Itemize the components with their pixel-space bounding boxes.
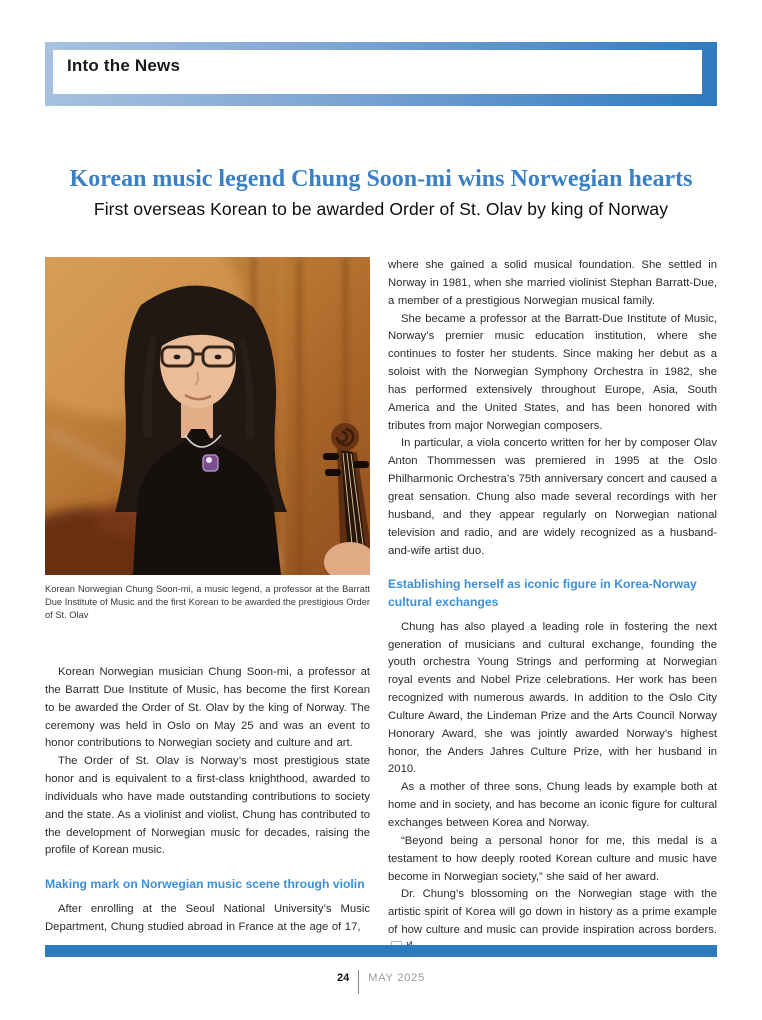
section-title: Into the News [67, 56, 181, 75]
paragraph: In particular, a viola concerto written for her by composer Olav Anton Thommessen was premiered in 1995 at the Oslo Philharmonic Orchestra’s 75th anniversary concert and caused a great sensation. Chung also made several recordings with her husband, and they appear regularly on Norwegian national television and radio, and are widely recognized as a husband-and-wife artist duo. [388, 437, 717, 557]
page-number: 24 [337, 972, 350, 984]
paragraph-text: Dr. Chung’s blossoming on the Norwegian stage with the artistic spirit of Korea will go down in history as a prime example of how culture and music can provide inspiration across borders. [388, 888, 717, 937]
section-banner-inner [53, 50, 702, 94]
paragraph: Chung has also played a leading role in fostering the next generation of musicians and cultural exchange, founding the youth orchestra Young Strings and performing at Norwegian royal events and Nobel Prize celebrations. Her work has been recognized with numerous awards. In addition to the Oslo City Culture Award, the Lindeman Prize and the Arts Council Norway Honorary Award, she was jointly awarded Norway’s highest honor, the Anders Jahres Culture Prize, with her husband in 2010. [388, 620, 717, 776]
paragraph: After enrolling at the Seoul National University’s Music Department, Chung studied abroad in France at the age of 17, [45, 903, 370, 933]
paragraph: where she gained a solid musical foundation. She settled in Norway in 1981, when she married violinist Stephan Barratt-Due, a member of a prestigious Norwegian musical family. [388, 259, 717, 307]
article-body [45, 257, 717, 958]
section-banner [45, 42, 717, 106]
section-heading-left: Making mark on Norwegian music scene through violin [45, 877, 365, 892]
paragraph: Korean Norwegian musician Chung Soon-mi, a professor at the Barratt Due Institute of Music, has become the first Korean to be awarded the Order of St. Olav by the king of Norway. The ceremony was held in Oslo on May 25 and was an event to honor contributions to Norwegian society and culture and art. [45, 666, 370, 750]
left-column [45, 257, 370, 958]
article-subtitle: First overseas Korean to be awarded Order of St. Olav by king of Norway [93, 199, 669, 219]
right-column [388, 257, 717, 958]
article-title: Korean music legend Chung Soon-mi wins Norwegian hearts [69, 166, 693, 192]
article-photo [45, 257, 370, 575]
violinist-portrait-illustration [45, 257, 370, 575]
paragraph: The Order of St. Olav is Norway’s most prestigious state honor and is equivalent to a first-class knighthood, awarded to individuals who have made outstanding contributions to society and the state. As a violinist and violist, Chung has contributed to the development of Norwegian music for decades, raising the profile of Korean music. [45, 755, 370, 857]
bottom-accent-bar [45, 945, 717, 957]
paragraph: “Beyond being a personal honor for me, this medal is a testament to how deeply rooted Korean culture and music have become in Norwegian society,” she said of her award. [388, 834, 717, 883]
issue-date: MAY 2025 [368, 972, 425, 984]
section-heading-right: Establishing herself as iconic figure in Korea-Norway cultural exchanges [388, 577, 697, 610]
page-footer [0, 970, 762, 994]
paragraph: She became a professor at the Barratt-Due Institute of Music, Norway’s premier music education institution, where she continues to foster her students. Since making her debut as a soloist with the Norwegian Symphony Orchestra in 1982, she has performed extensively throughout Europe, Asia, South America and the United States, and has been honored with tributes from major Norwegian composers. [388, 312, 717, 432]
paragraph: As a mother of three sons, Chung leads by example both at home and in society, and has become an iconic figure for cultural exchanges between Korea and Norway. [388, 781, 717, 829]
footer-divider [358, 970, 359, 994]
woman-figure [115, 285, 287, 575]
article-figure [45, 257, 370, 622]
photo-caption: Korean Norwegian Chung Soon-mi, a music legend, a professor at the Barratt Due Institute of Music and the first Korean to be awarded the prestigious Order of St. Olav [45, 584, 370, 621]
